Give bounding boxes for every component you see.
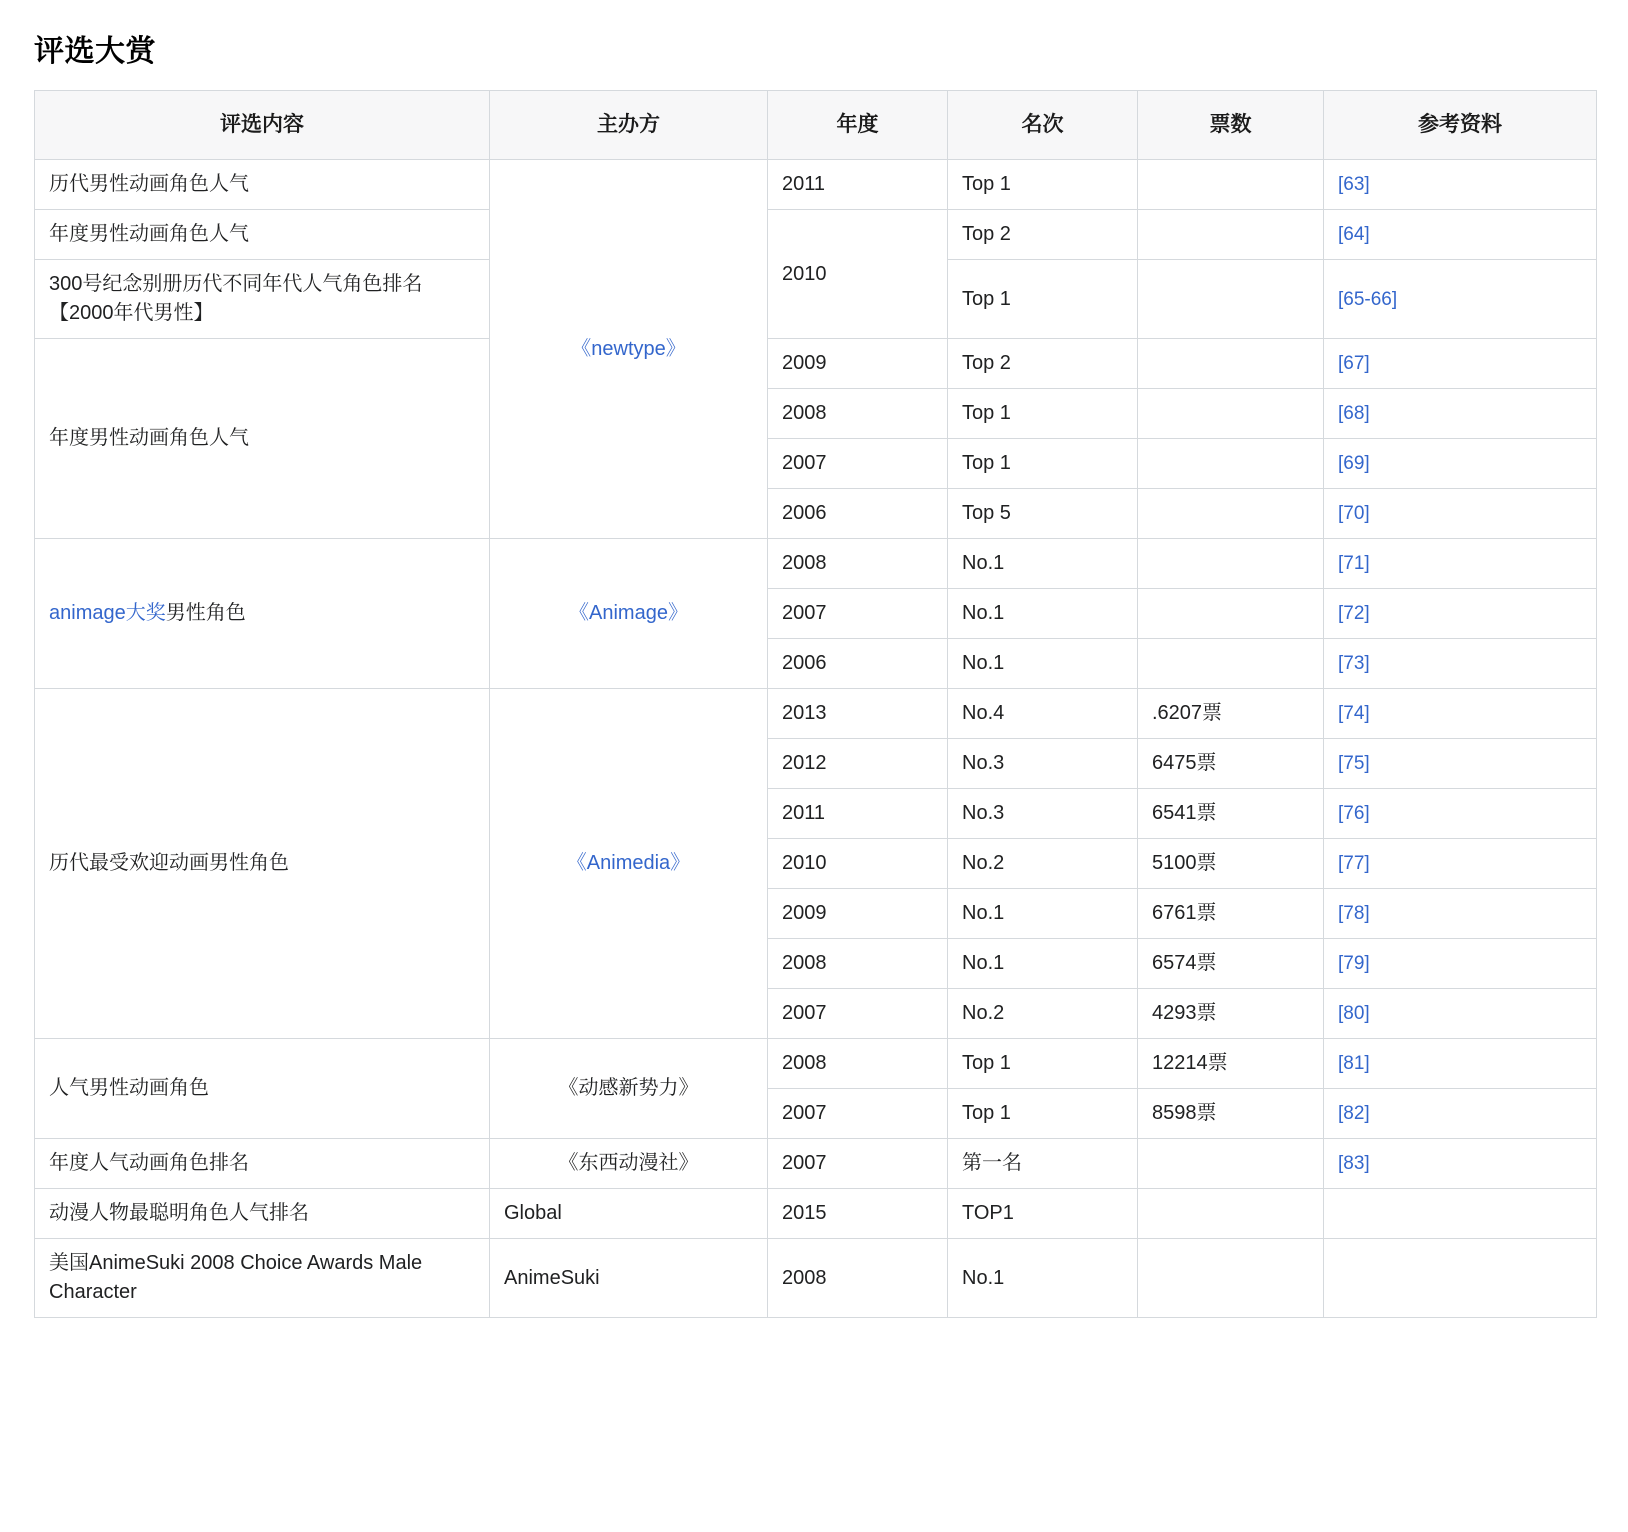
reference-cell — [1324, 539, 1597, 589]
year-cell: 2007 — [768, 1089, 948, 1139]
reference-link[interactable]: [78] — [1338, 903, 1370, 924]
animage-link[interactable]: 《Animage》 — [569, 602, 688, 624]
reference-link[interactable]: [74] — [1338, 703, 1370, 724]
reference-link[interactable]: [69] — [1338, 453, 1370, 474]
year-cell: 2009 — [768, 339, 948, 389]
reference-cell — [1324, 489, 1597, 539]
rank-cell: Top 2 — [948, 339, 1138, 389]
host-cell-dongxi: 《东西动漫社》 — [490, 1139, 768, 1189]
host-cell-animedia — [490, 689, 768, 1039]
reference-cell — [1324, 1189, 1597, 1239]
reference-link[interactable]: [76] — [1338, 803, 1370, 824]
year-cell: 2009 — [768, 889, 948, 939]
award-table — [34, 90, 1597, 1318]
votes-cell — [1138, 539, 1324, 589]
reference-link[interactable]: [73] — [1338, 653, 1370, 674]
content-cell: 历代最受欢迎动画男性角色 — [35, 689, 490, 1039]
reference-link[interactable]: [67] — [1338, 353, 1370, 374]
year-cell: 2007 — [768, 439, 948, 489]
table-row — [35, 539, 1597, 589]
votes-cell — [1138, 1139, 1324, 1189]
reference-cell — [1324, 989, 1597, 1039]
animedia-link[interactable]: 《Animedia》 — [566, 852, 691, 874]
year-cell: 2007 — [768, 589, 948, 639]
reference-cell — [1324, 589, 1597, 639]
year-cell: 2015 — [768, 1189, 948, 1239]
reference-link[interactable]: [79] — [1338, 953, 1370, 974]
reference-cell — [1324, 739, 1597, 789]
reference-cell — [1324, 1139, 1597, 1189]
column-header-year: 年度 — [768, 91, 948, 160]
content-cell: 动漫人物最聪明角色人气排名 — [35, 1189, 490, 1239]
host-cell-animesuki: AnimeSuki — [490, 1239, 768, 1318]
reference-cell — [1324, 260, 1597, 339]
page-title: 评选大赏 — [34, 35, 156, 68]
content-cell: 人气男性动画角色 — [35, 1039, 490, 1139]
reference-link[interactable]: [72] — [1338, 603, 1370, 624]
rank-cell: Top 1 — [948, 1089, 1138, 1139]
rank-cell: 第一名 — [948, 1139, 1138, 1189]
rank-cell: No.1 — [948, 939, 1138, 989]
table-row — [35, 160, 1597, 210]
table-row — [35, 689, 1597, 739]
content-cell: 300号纪念别册历代不同年代人气角色排名【2000年代男性】 — [35, 260, 490, 339]
reference-link[interactable]: [81] — [1338, 1053, 1370, 1074]
rank-cell: No.1 — [948, 1239, 1138, 1318]
rank-cell: No.1 — [948, 539, 1138, 589]
reference-cell — [1324, 789, 1597, 839]
reference-cell — [1324, 210, 1597, 260]
reference-cell — [1324, 439, 1597, 489]
rank-cell: Top 5 — [948, 489, 1138, 539]
reference-link[interactable]: [70] — [1338, 503, 1370, 524]
rank-cell: No.1 — [948, 889, 1138, 939]
votes-cell — [1138, 339, 1324, 389]
votes-cell: 5100票 — [1138, 839, 1324, 889]
table-row — [35, 339, 1597, 389]
votes-cell: 6761票 — [1138, 889, 1324, 939]
votes-cell — [1138, 210, 1324, 260]
column-header-content: 评选内容 — [35, 91, 490, 160]
year-cell: 2007 — [768, 989, 948, 1039]
rank-cell: Top 2 — [948, 210, 1138, 260]
table-row — [35, 1139, 1597, 1189]
year-cell: 2008 — [768, 1039, 948, 1089]
host-cell-newtype — [490, 160, 768, 539]
column-header-rank: 名次 — [948, 91, 1138, 160]
host-cell-animage — [490, 539, 768, 689]
table-header — [35, 91, 1597, 160]
rank-cell: Top 1 — [948, 260, 1138, 339]
year-cell: 2013 — [768, 689, 948, 739]
rank-cell: No.2 — [948, 839, 1138, 889]
host-cell-dongganxinshili: 《动感新势力》 — [490, 1039, 768, 1139]
reference-link[interactable]: [68] — [1338, 403, 1370, 424]
content-cell: 历代男性动画角色人气 — [35, 160, 490, 210]
reference-link[interactable]: [63] — [1338, 174, 1370, 195]
rank-cell: No.1 — [948, 639, 1138, 689]
table-row — [35, 1239, 1597, 1318]
reference-cell — [1324, 160, 1597, 210]
rank-cell: TOP1 — [948, 1189, 1138, 1239]
votes-cell — [1138, 1189, 1324, 1239]
year-cell: 2007 — [768, 1139, 948, 1189]
reference-cell — [1324, 339, 1597, 389]
reference-link[interactable]: [83] — [1338, 1153, 1370, 1174]
votes-cell — [1138, 160, 1324, 210]
year-cell: 2011 — [768, 789, 948, 839]
votes-cell: 6574票 — [1138, 939, 1324, 989]
year-cell: 2012 — [768, 739, 948, 789]
year-cell: 2008 — [768, 1239, 948, 1318]
table-body — [35, 160, 1597, 1318]
reference-cell — [1324, 1089, 1597, 1139]
reference-cell — [1324, 839, 1597, 889]
column-header-reference: 参考资料 — [1324, 91, 1597, 160]
host-cell-global: Global — [490, 1189, 768, 1239]
year-cell: 2010 — [768, 210, 948, 339]
votes-cell — [1138, 639, 1324, 689]
rank-cell: Top 1 — [948, 439, 1138, 489]
rank-cell: No.3 — [948, 789, 1138, 839]
votes-cell — [1138, 489, 1324, 539]
year-cell: 2006 — [768, 639, 948, 689]
votes-cell: 12214票 — [1138, 1039, 1324, 1089]
table-row — [35, 1039, 1597, 1089]
reference-link[interactable]: [82] — [1338, 1103, 1370, 1124]
column-header-host: 主办方 — [490, 91, 768, 160]
rank-cell: No.4 — [948, 689, 1138, 739]
year-cell: 2010 — [768, 839, 948, 889]
votes-cell: 4293票 — [1138, 989, 1324, 1039]
reference-link[interactable]: [65-66] — [1338, 288, 1398, 310]
table-row — [35, 1189, 1597, 1239]
rank-cell: Top 1 — [948, 389, 1138, 439]
votes-cell: 6475票 — [1138, 739, 1324, 789]
votes-cell — [1138, 439, 1324, 489]
content-cell-suffix: 男性角色 — [165, 602, 246, 624]
votes-cell — [1138, 260, 1324, 339]
reference-link[interactable]: [71] — [1338, 553, 1370, 574]
rank-cell: Top 1 — [948, 160, 1138, 210]
year-cell: 2008 — [768, 539, 948, 589]
reference-link[interactable]: [80] — [1338, 1003, 1370, 1024]
reference-cell — [1324, 639, 1597, 689]
reference-link[interactable]: [75] — [1338, 753, 1370, 774]
votes-cell: .6207票 — [1138, 689, 1324, 739]
reference-cell — [1324, 939, 1597, 989]
votes-cell: 8598票 — [1138, 1089, 1324, 1139]
table-header-row — [35, 91, 1597, 160]
year-cell: 2011 — [768, 160, 948, 210]
animage-award-link[interactable]: animage大奖 — [49, 602, 166, 624]
content-cell: 美国AnimeSuki 2008 Choice Awards Male Character — [35, 1239, 490, 1318]
content-cell — [35, 539, 490, 689]
reference-cell — [1324, 889, 1597, 939]
votes-cell — [1138, 1239, 1324, 1318]
table-row — [35, 210, 1597, 260]
rank-cell: No.2 — [948, 989, 1138, 1039]
reference-cell — [1324, 1039, 1597, 1089]
column-header-votes: 票数 — [1138, 91, 1324, 160]
reference-link[interactable]: [64] — [1338, 224, 1370, 245]
newtype-link[interactable]: 《newtype》 — [571, 337, 686, 360]
reference-cell — [1324, 1239, 1597, 1318]
year-cell: 2006 — [768, 489, 948, 539]
rank-cell: Top 1 — [948, 1039, 1138, 1089]
votes-cell — [1138, 589, 1324, 639]
votes-cell — [1138, 389, 1324, 439]
content-cell: 年度男性动画角色人气 — [35, 339, 490, 539]
rank-cell: No.1 — [948, 589, 1138, 639]
reference-cell — [1324, 689, 1597, 739]
content-cell: 年度男性动画角色人气 — [35, 210, 490, 260]
votes-cell: 6541票 — [1138, 789, 1324, 839]
reference-link[interactable]: [77] — [1338, 853, 1370, 874]
year-cell: 2008 — [768, 389, 948, 439]
reference-cell — [1324, 389, 1597, 439]
year-cell: 2008 — [768, 939, 948, 989]
content-cell: 年度人气动画角色排名 — [35, 1139, 490, 1189]
rank-cell: No.3 — [948, 739, 1138, 789]
